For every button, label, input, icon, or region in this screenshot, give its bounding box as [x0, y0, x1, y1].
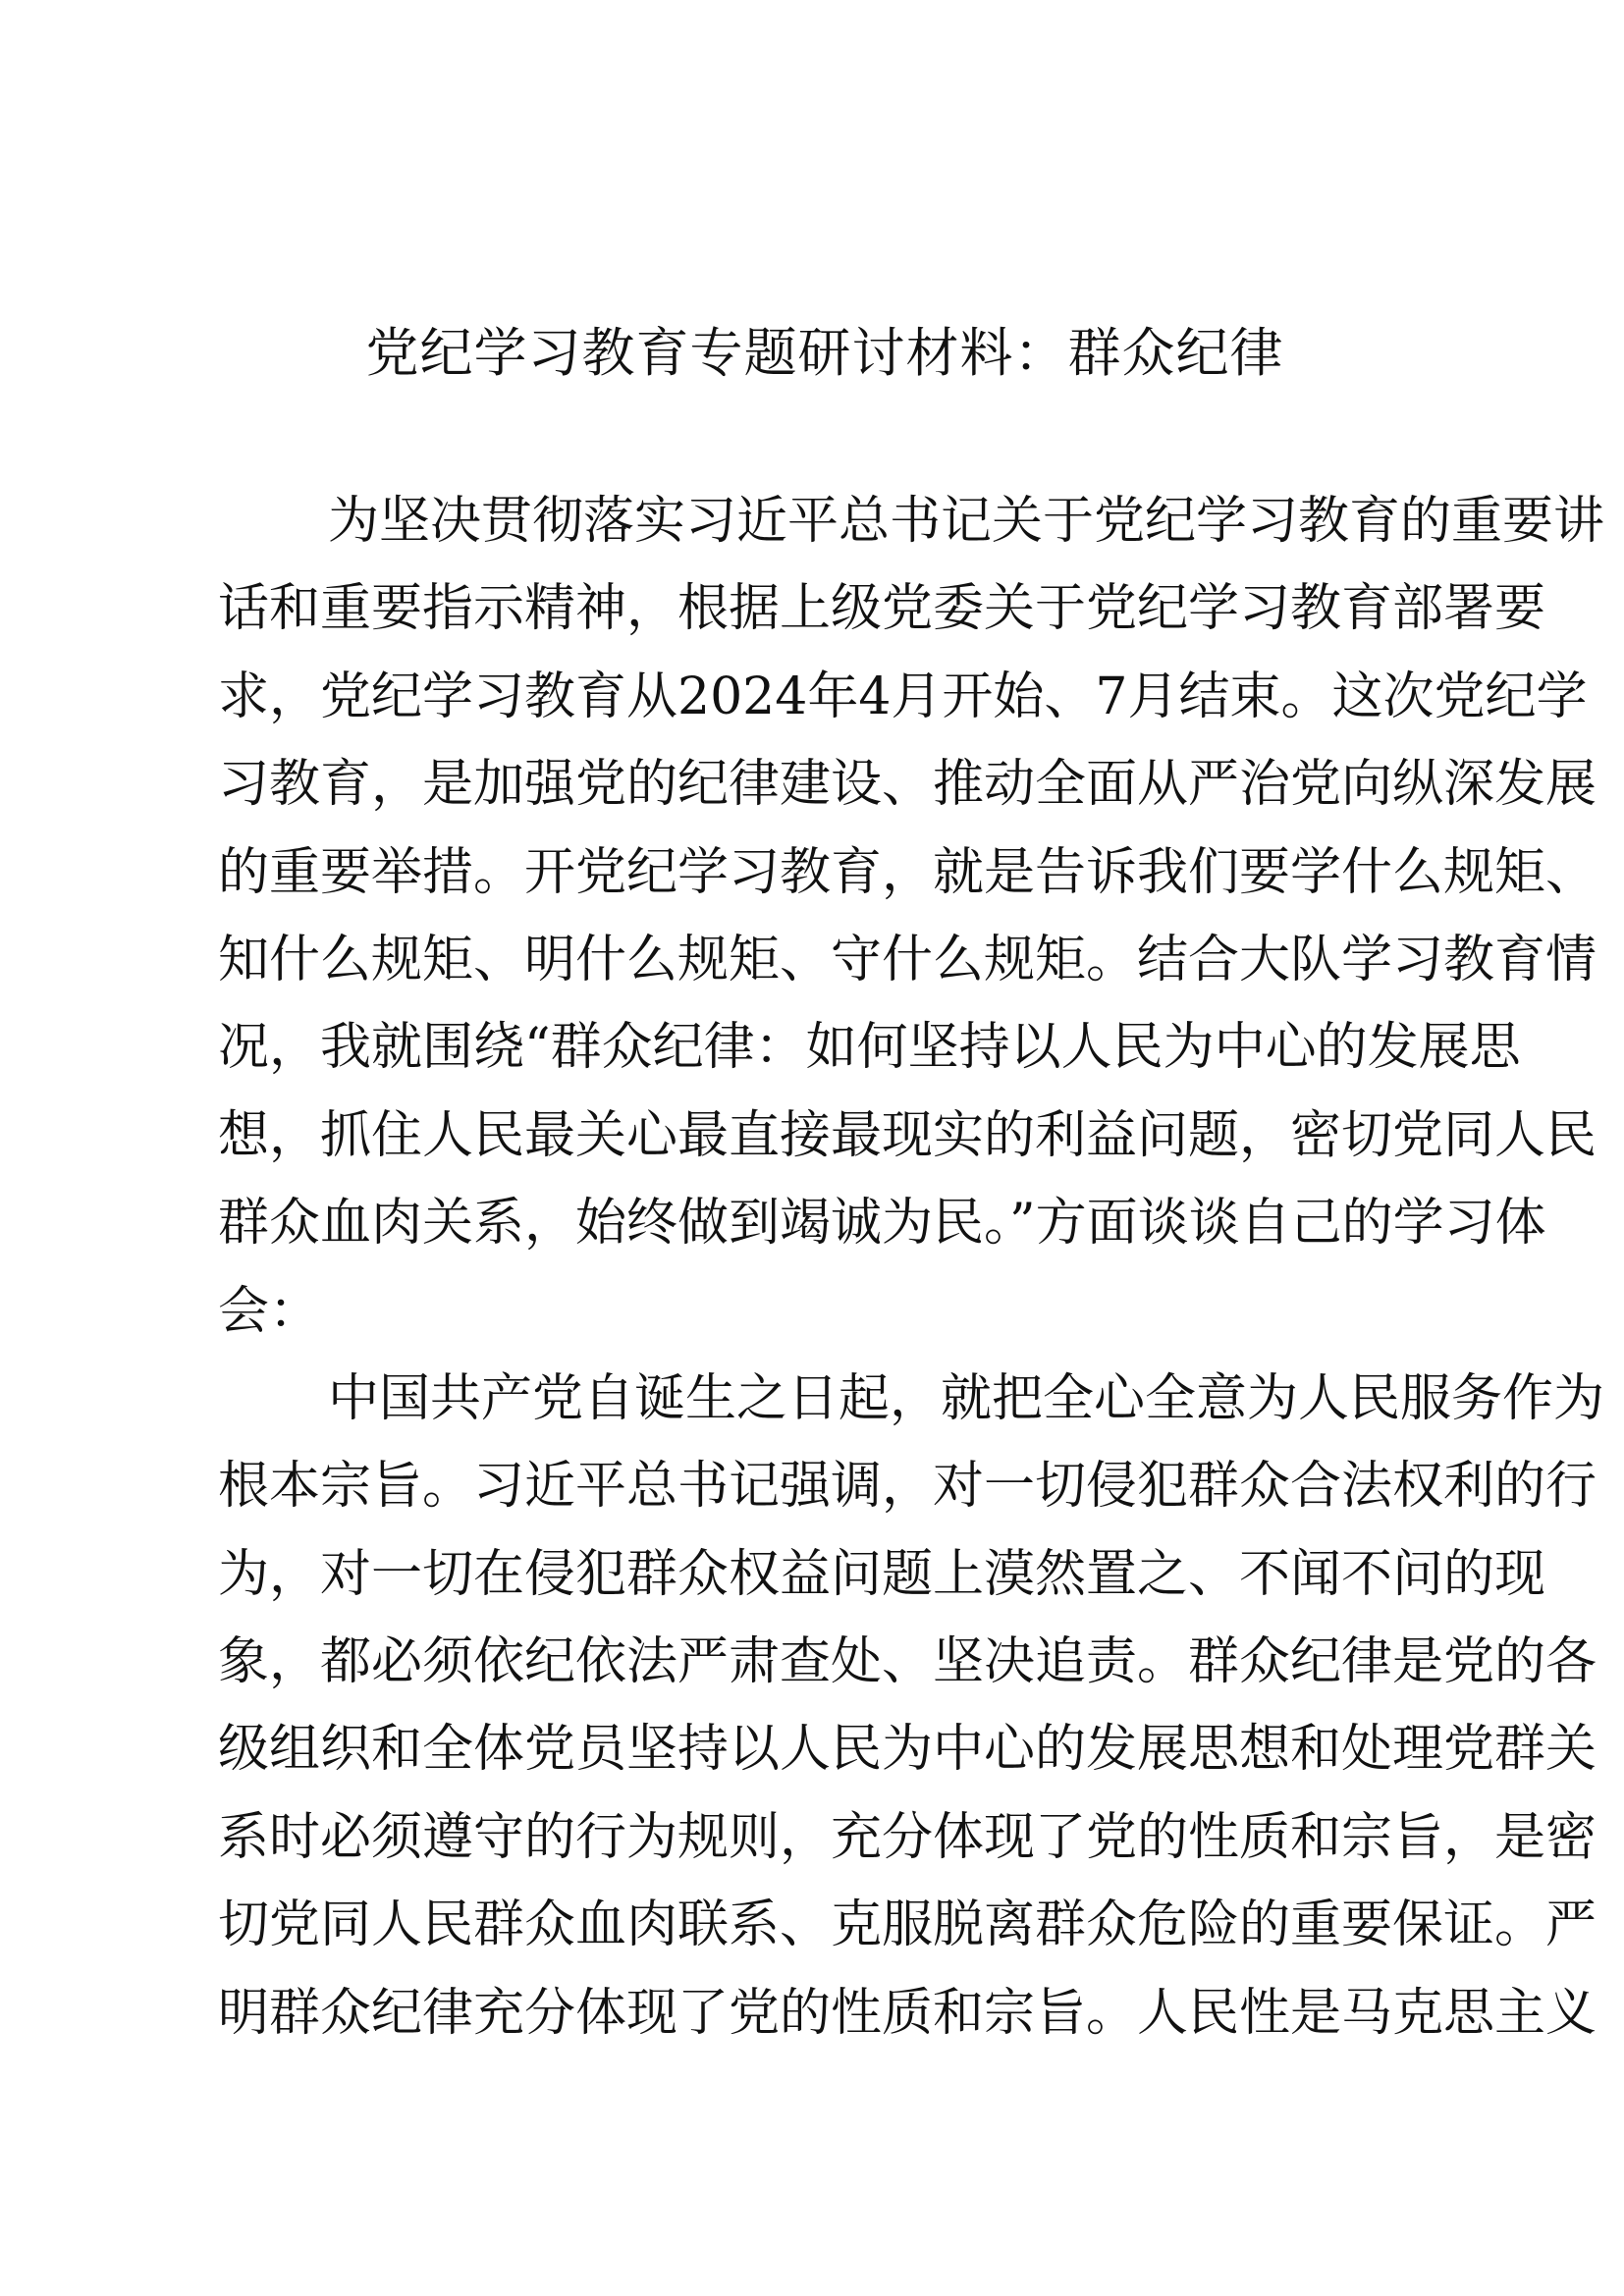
- text-line: 系时必须遵守的行为规则，充分体现了党的性质和宗旨，是密: [218, 1807, 1597, 1867]
- document-title: 党纪学习教育专题研讨材料：群众纪律: [365, 322, 1284, 384]
- text-line: 的重要举措。开党纪学习教育，就是告诉我们要学什么规矩、: [218, 842, 1597, 902]
- document-body: [218, 478, 1605, 2057]
- text-line: 想，抓住人民最关心最直接最现实的利益问题，密切党同人民: [218, 1105, 1597, 1165]
- text-line: 话和重要指示精神，根据上级党委关于党纪学习教育部署要: [218, 579, 1546, 639]
- text-line: 知什么规矩、明什么规矩、守什么规矩。结合大队学习教育情: [218, 930, 1597, 989]
- text-line: 习教育，是加强党的纪律建设、推动全面从严治党向纵深发展: [218, 755, 1597, 815]
- text-line: 为坚决贯彻落实习近平总书记关于党纪学习教育的重要讲: [328, 492, 1605, 551]
- text-line: 切党同人民群众血肉联系、克服脱离群众危险的重要保证。严: [218, 1896, 1597, 1955]
- paragraph: [218, 478, 1605, 1356]
- text-line: 级组织和全体党员坚持以人民为中心的发展思想和处理党群关: [218, 1720, 1597, 1780]
- text-line: 明群众纪律充分体现了党的性质和宗旨。人民性是马克思主义: [218, 1983, 1597, 2043]
- text-line: 群众血肉关系，始终做到竭诚为民。”方面谈谈自己的学习体: [218, 1194, 1546, 1254]
- paragraph: [218, 1356, 1605, 2057]
- text-line: 会：: [218, 1281, 321, 1341]
- text-line: 根本宗旨。习近平总书记强调，对一切侵犯群众合法权利的行: [218, 1457, 1597, 1517]
- text-line: 求，党纪学习教育从2024年4月开始、7月结束。这次党纪学: [218, 667, 1588, 726]
- text-line: 为，对一切在侵犯群众权益问题上漠然置之、不闻不问的现: [218, 1544, 1546, 1604]
- text-line: 况，我就围绕“群众纪律：如何坚持以人民为中心的发展思: [218, 1018, 1521, 1078]
- text-line: 中国共产党自诞生之日起，就把全心全意为人民服务作为: [328, 1368, 1605, 1428]
- text-line: 象，都必须依纪依法严肃查处、坚决追责。群众纪律是党的各: [218, 1632, 1597, 1692]
